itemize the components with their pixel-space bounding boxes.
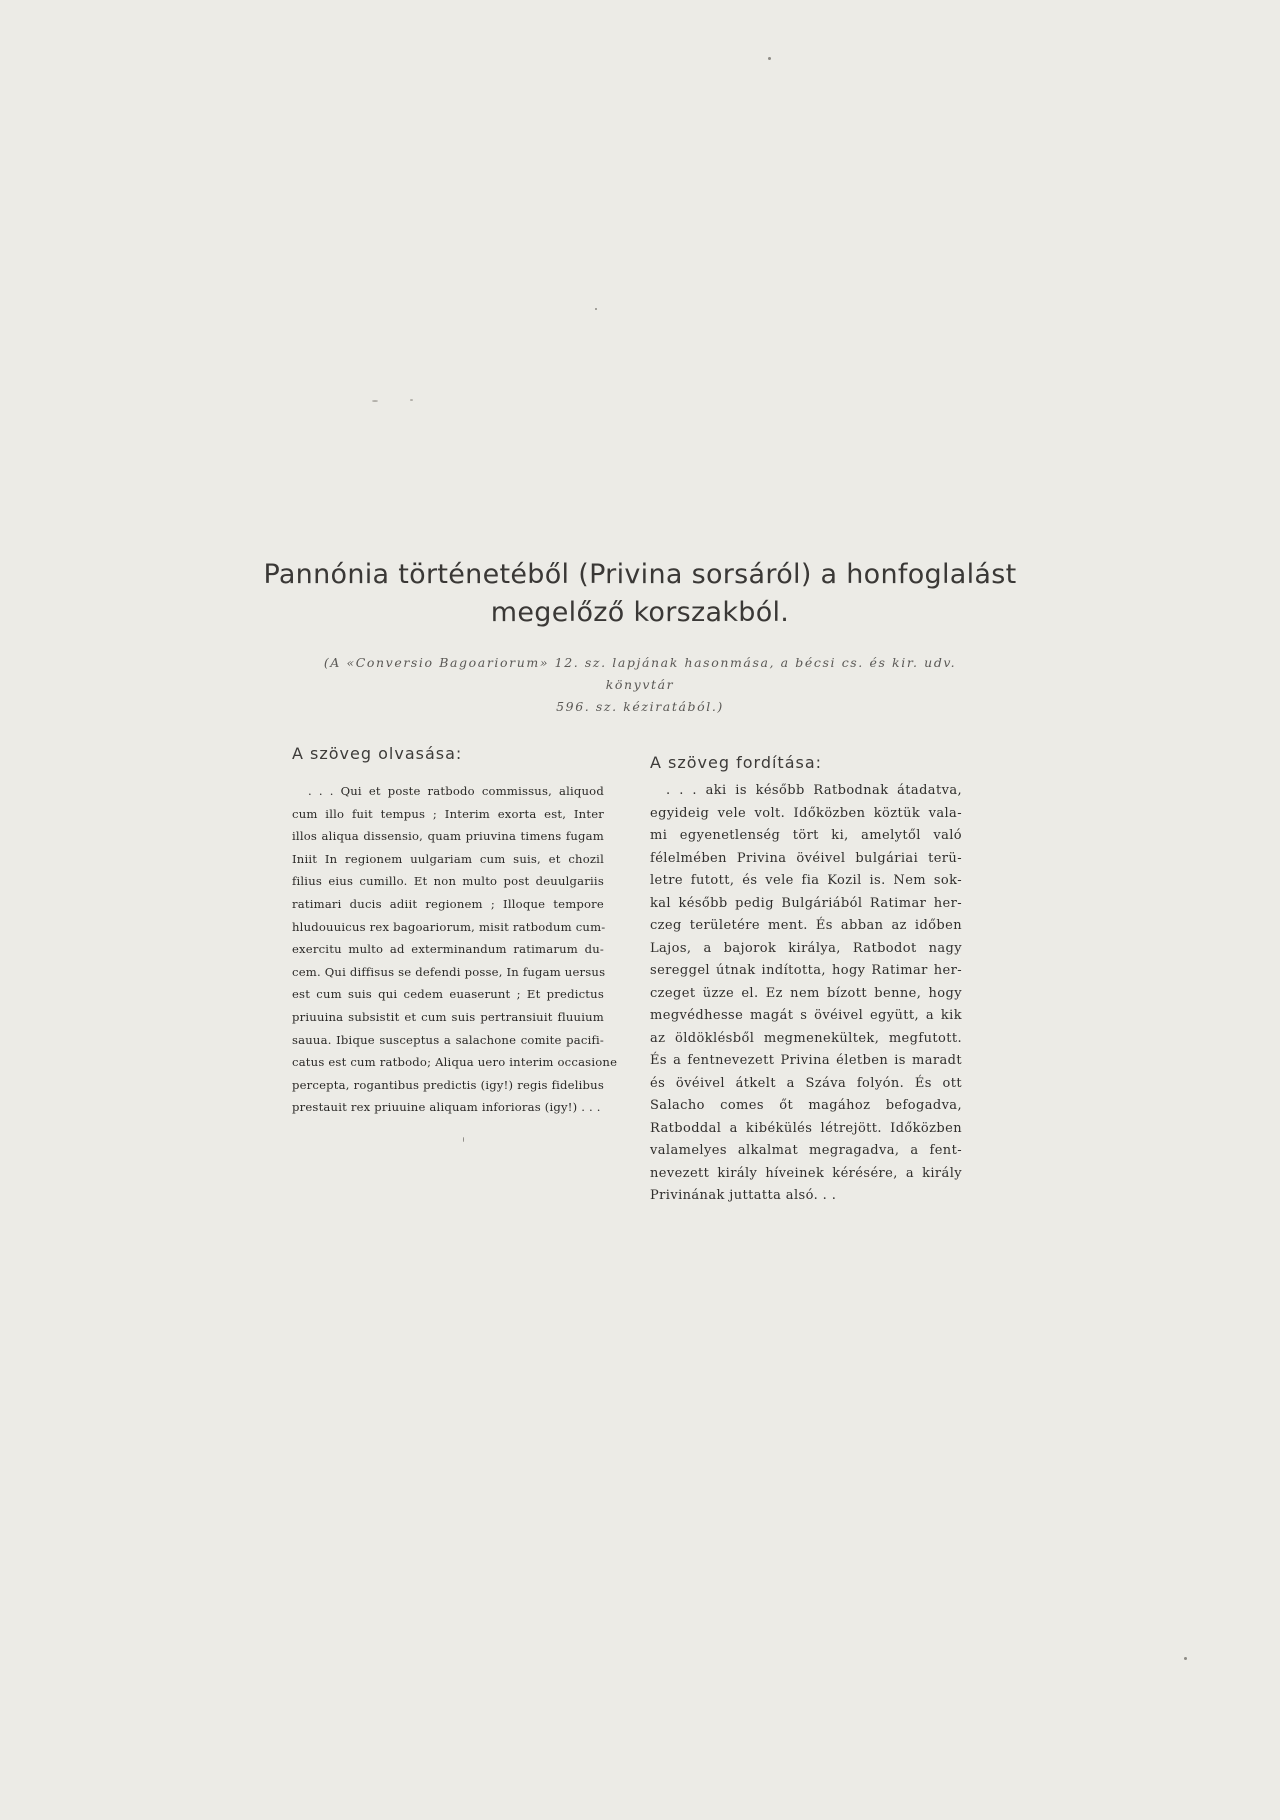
- translation-line: És a fentnevezett Privina életben is maradt: [650, 1053, 962, 1068]
- reading-heading: A szöveg olvasása:: [292, 744, 463, 763]
- translation-line: valamelyes alkalmat megragadva, a fent-: [650, 1143, 962, 1158]
- latin-line: filius eius cumillo. Et non multo post deuulgariis: [292, 874, 604, 889]
- title-line-2: megelőző korszakból.: [490, 597, 790, 628]
- translation-line: sereggel útnak indította, hogy Ratimar her-: [650, 963, 962, 978]
- translation-line: mi egyenetlenség tört ki, amelytől való: [650, 828, 962, 843]
- paper-speck: [410, 399, 413, 401]
- latin-line: est cum suis qui cedem euaserunt ; Et predictus: [292, 987, 604, 1002]
- translation-line: félelmében Privina övéivel bulgáriai terü-: [650, 850, 962, 866]
- latin-line: cem. Qui diffisus se defendi posse, In fugam uersus: [292, 964, 606, 979]
- latin-line: hludouuicus rex bagoariorum, misit ratbodum cum-: [292, 919, 606, 934]
- translation-line: czeget üzze el. Ez nem bízott benne, hogy: [650, 985, 962, 1001]
- latin-line: catus est cum ratbodo; Aliqua uero interim occasione: [292, 1055, 618, 1070]
- translation-line: kal később pedig Bulgáriából Ratimar her-: [650, 895, 962, 911]
- latin-line: percepta, rogantibus predictis (igy!) regis fidelibus: [292, 1077, 604, 1092]
- paper-speck: [372, 400, 378, 402]
- paper-speck: [1184, 1657, 1187, 1660]
- hungarian-translation-column: [650, 780, 962, 1208]
- translation-line: megvédhesse magát s övéivel együtt, a kik: [650, 1008, 962, 1023]
- paper-speck: [463, 1137, 464, 1142]
- latin-line: exercitu multo ad exterminandum ratimarum du-: [292, 942, 604, 957]
- page-title: [240, 556, 1040, 632]
- latin-line: ratimari ducis adiit regionem ; Illoque tempore: [292, 896, 604, 911]
- paper-speck: [595, 308, 597, 310]
- translation-line: letre futott, és vele fia Kozil is. Nem sok-: [650, 873, 962, 888]
- translation-line: nevezett király híveinek kérésére, a király: [650, 1165, 962, 1181]
- latin-line: illos aliqua dissensio, quam priuvina timens fugam: [292, 829, 604, 844]
- translation-line: és övéivel átkelt a Száva folyón. És ott: [650, 1075, 962, 1091]
- latin-line: prestauit rex priuuine aliquam inforioras (igy!) . . .: [292, 1100, 601, 1115]
- latin-line: sauua. Ibique susceptus a salachone comite pacifi-: [292, 1032, 604, 1047]
- latin-line: Iniit In regionem uulgariam cum suis, et chozil: [292, 851, 604, 866]
- translation-line: Privinának juttatta alsó. . .: [650, 1188, 837, 1203]
- paper-speck: [768, 57, 771, 60]
- translation-line: Ratboddal a kibékülés létrejött. Időközben: [650, 1120, 962, 1136]
- latin-text-column: [292, 780, 618, 1119]
- translation-line: czeg területére ment. És abban az időben: [650, 918, 962, 933]
- title-line-1: Pannónia történetéből (Privina sorsáról) a honfoglalást: [263, 559, 1017, 590]
- caption-line-2: 596. sz. kéziratából.): [556, 699, 724, 714]
- translation-line: egyideig vele volt. Időközben köztük vala-: [650, 805, 962, 821]
- latin-line: cum illo fuit tempus ; Interim exorta est, Inter: [292, 806, 604, 821]
- translation-line: . . . aki is később Ratbodnak átadatva,: [666, 783, 962, 798]
- latin-line: . . . Qui et poste ratbodo commissus, aliquod: [308, 784, 604, 798]
- latin-line: priuuina subsistit et cum suis pertransiuit fluuium: [292, 1009, 604, 1024]
- translation-heading: A szöveg fordítása:: [650, 753, 823, 772]
- caption-line-1: (A «Conversio Bagoariorum» 12. sz. lapjának hasonmása, a bécsi cs. és kir. udv. könyvtár: [323, 655, 957, 692]
- facsimile-caption: [300, 652, 980, 718]
- translation-line: Salacho comes őt magához befogadva,: [650, 1098, 962, 1113]
- translation-line: Lajos, a bajorok királya, Ratbodot nagy: [650, 940, 962, 956]
- translation-line: az öldöklésből megmenekültek, megfutott.: [650, 1030, 962, 1046]
